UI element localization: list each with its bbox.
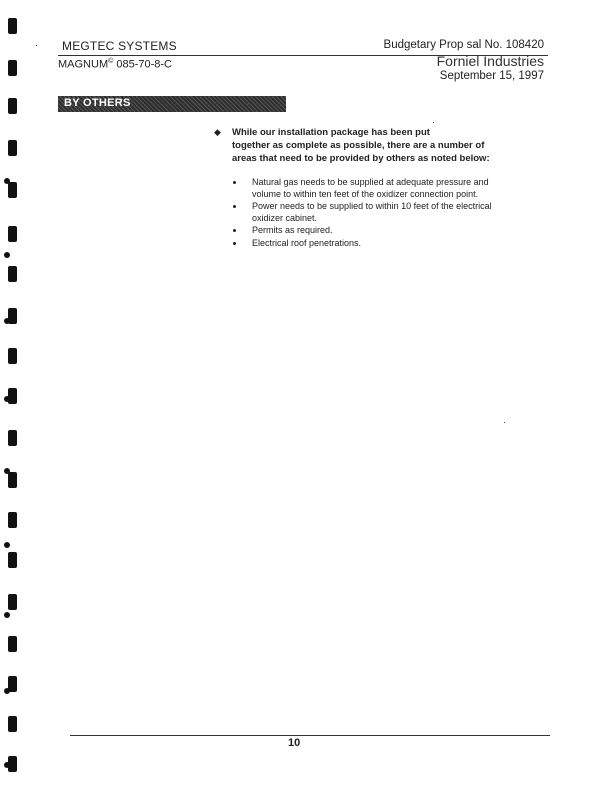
section-heading-bar bbox=[58, 96, 286, 112]
list-item-line: Permits as required. bbox=[252, 225, 333, 235]
binder-mark bbox=[8, 552, 17, 568]
proposal-number: Budgetary Prop sal No. 108420 bbox=[383, 39, 544, 51]
list-item-line: Electrical roof penetrations. bbox=[252, 237, 362, 248]
proposal-info bbox=[384, 39, 544, 82]
responsibility-list bbox=[218, 177, 538, 249]
binder-dot bbox=[4, 612, 10, 618]
intro-line: While our installation package has been put bbox=[232, 127, 430, 138]
intro-line: together as complete as possible, there are a number of bbox=[232, 140, 485, 151]
scan-speck bbox=[36, 45, 37, 46]
intro-line: areas that need to be provided by others as noted below: bbox=[232, 153, 490, 164]
scan-speck bbox=[433, 122, 434, 123]
binder-mark bbox=[8, 226, 17, 242]
model-mark: © bbox=[108, 58, 114, 65]
binder-mark bbox=[8, 182, 17, 198]
list-item bbox=[252, 238, 538, 250]
client-name: Forniel Industries bbox=[436, 53, 544, 69]
model-name: MAGNUM bbox=[58, 58, 109, 71]
diamond-bullet-icon: ◆ bbox=[214, 127, 221, 137]
binder-dot bbox=[4, 252, 10, 258]
binder-mark bbox=[8, 60, 17, 76]
binder-hole-strip bbox=[0, 0, 26, 800]
intro-paragraph bbox=[214, 126, 538, 165]
scan-speck bbox=[504, 422, 505, 423]
section-body bbox=[214, 126, 538, 250]
bullet-dot-icon bbox=[233, 181, 236, 184]
page-number: 10 bbox=[288, 737, 301, 749]
section-title: BY OTHERS bbox=[64, 97, 131, 109]
binder-mark bbox=[8, 594, 17, 610]
binder-mark bbox=[8, 348, 17, 364]
binder-mark bbox=[8, 676, 17, 692]
binder-mark bbox=[8, 140, 17, 156]
model-designation bbox=[58, 58, 172, 71]
binder-mark bbox=[8, 18, 17, 34]
binder-dot bbox=[4, 542, 10, 548]
binder-mark bbox=[8, 308, 17, 324]
binder-mark bbox=[8, 472, 17, 488]
binder-mark bbox=[8, 636, 17, 652]
binder-mark bbox=[8, 98, 17, 114]
model-code: 085-70-8-C bbox=[116, 58, 172, 71]
binder-mark bbox=[8, 512, 17, 528]
binder-mark bbox=[8, 716, 17, 732]
binder-mark bbox=[8, 430, 17, 446]
list-item-line: Natural gas needs to be supplied at adequate pressure and bbox=[252, 177, 489, 187]
binder-mark bbox=[8, 388, 17, 404]
list-item bbox=[252, 201, 538, 224]
company-name: MEGTEC SYSTEMS bbox=[62, 39, 177, 53]
list-item-line: oxidizer cabinet. bbox=[252, 212, 318, 223]
bullet-dot-icon bbox=[233, 242, 236, 245]
list-item-line: volume to within ten feet of the oxidizer connection point. bbox=[252, 188, 479, 199]
footer-divider bbox=[70, 735, 550, 736]
list-item bbox=[252, 177, 538, 200]
binder-mark bbox=[8, 266, 17, 282]
bullet-dot-icon bbox=[233, 205, 236, 208]
binder-mark bbox=[8, 756, 17, 772]
list-item-line: Power needs to be supplied to within 10 feet of the electrical bbox=[252, 201, 492, 211]
bullet-dot-icon bbox=[233, 229, 236, 232]
list-item bbox=[252, 225, 538, 237]
proposal-date: September 15, 1997 bbox=[439, 70, 544, 82]
